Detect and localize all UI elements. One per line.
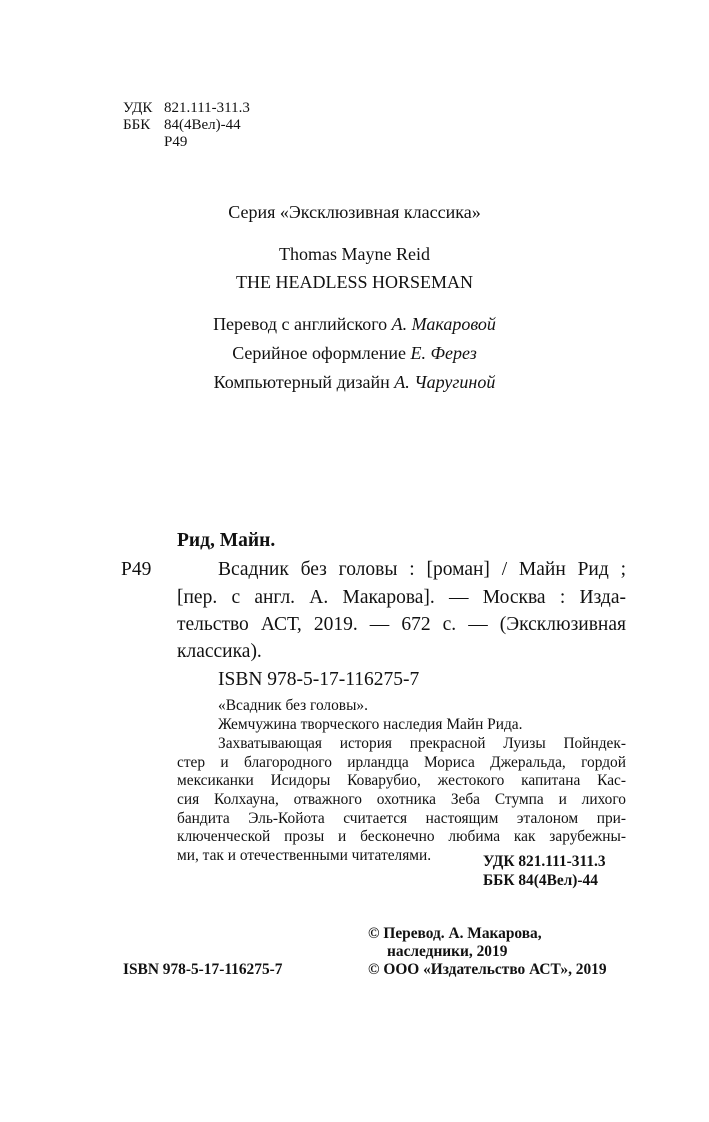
annotation-line: ключенческой прозы и бесконечно любима как зарубежны- (177, 828, 626, 845)
record-line: [пер. с англ. А. Макарова]. — Москва : Изда- (177, 587, 626, 608)
credit-translation (0, 314, 709, 335)
udk-value: 821.111-311.3 (164, 100, 250, 116)
annotation-line: Захватывающая история прекрасной Луизы Пойндек- (218, 735, 626, 752)
annotation-line: «Всадник без головы». (218, 697, 368, 714)
annotation-line: ми, так и отечественными читателями. (177, 847, 432, 864)
record-line: классика). (177, 641, 262, 662)
annotation-line: бандита Эль-Койота считается настоящим эталоном при- (177, 810, 626, 827)
copyright-line: наследники, 2019 (387, 943, 508, 960)
bbk-code: ББК 84(4Вел)-44 (483, 872, 598, 889)
credit-role: Серийное оформление (232, 343, 407, 363)
annotation-line: стер и благородного ирландца Мориса Джеральда, гордой (177, 754, 626, 771)
annotation-line: Жемчужина творческого наследия Майн Рида. (218, 716, 523, 733)
credit-role: Компьютерный дизайн (213, 372, 390, 392)
record-line: Всадник без головы : [роман] / Майн Рид ; (218, 559, 626, 580)
credit-name: А. Чаругиной (394, 372, 496, 392)
credit-name: Е. Ферез (410, 343, 477, 363)
credit-role: Перевод с английского (213, 314, 388, 334)
credit-series-design (0, 343, 709, 364)
copyright-line: © ООО «Издательство АСТ», 2019 (368, 961, 607, 978)
author-mark: Р49 (164, 134, 188, 150)
bbk-value: 84(4Вел)-44 (164, 117, 241, 133)
record-isbn: ISBN 978-5-17-116275-7 (218, 669, 420, 690)
copyright-line: © Перевод. А. Макарова, (368, 925, 542, 942)
record-line: тельство АСТ, 2019. — 672 с. — (Эксклюзивная (177, 614, 626, 635)
annotation-line: мексиканки Исидоры Коварубио, жестокого капитана Кас- (177, 772, 626, 789)
annotation-line: сия Колхауна, отважного охотника Зеба Стумпа и лихого (177, 791, 626, 808)
series-line: Серия «Эксклюзивная классика» (228, 202, 481, 222)
udk-code: УДК 821.111-311.3 (483, 853, 606, 870)
original-author: Thomas Mayne Reid (279, 244, 430, 264)
record-mark: Р49 (121, 559, 152, 580)
credit-computer-design (0, 372, 709, 393)
footer-isbn: ISBN 978-5-17-116275-7 (123, 961, 283, 978)
original-title: THE HEADLESS HORSEMAN (235, 272, 473, 292)
bbk-label: ББК (123, 117, 151, 133)
credit-name: А. Макаровой (391, 314, 496, 334)
record-heading: Рид, Майн. (177, 530, 276, 551)
udk-label: УДК (123, 100, 153, 116)
